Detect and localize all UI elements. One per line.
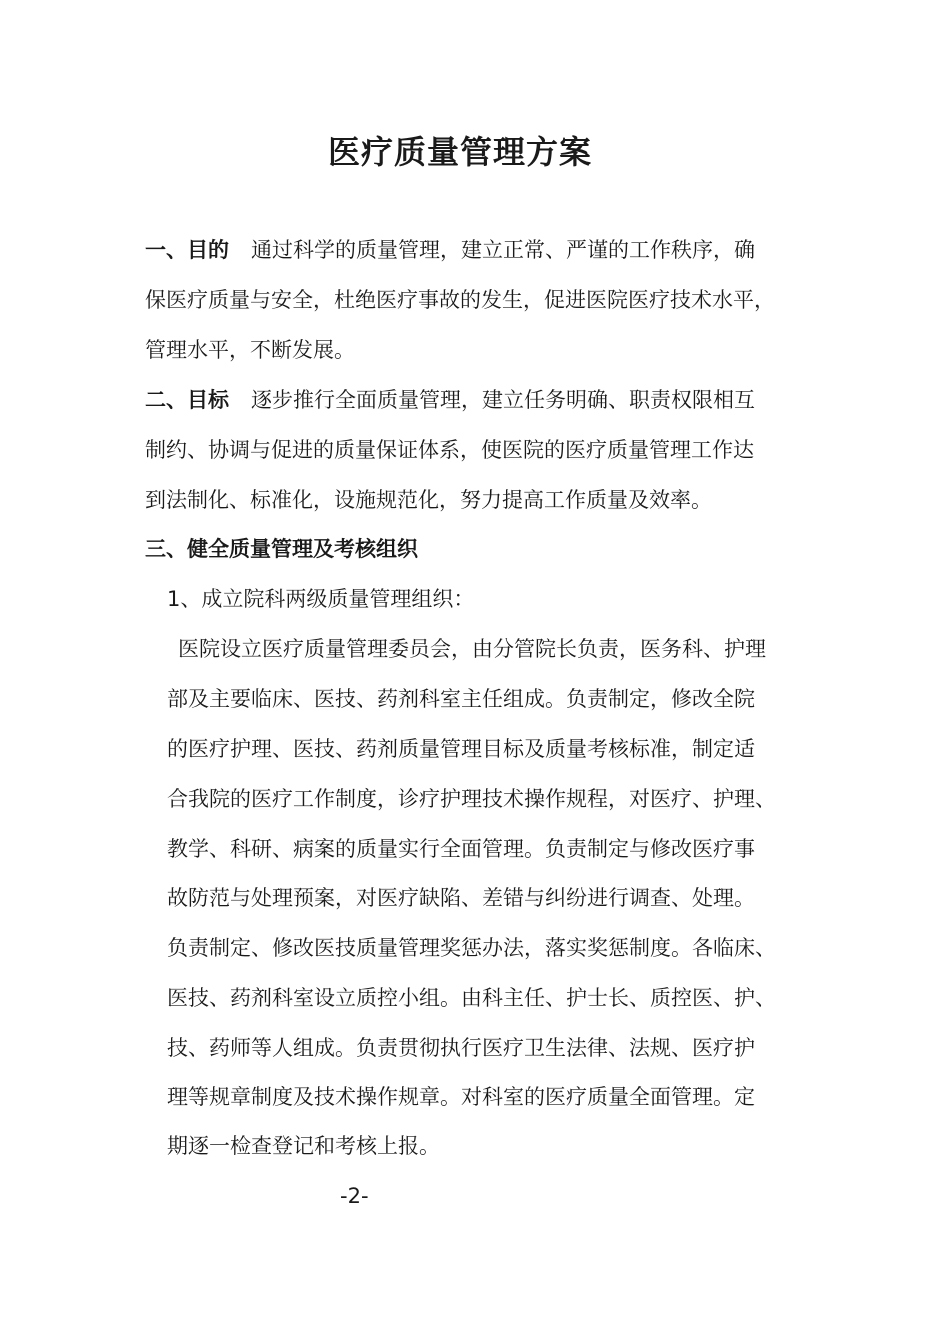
section-2-text: 逐步推行全面质量管理，建立任务明确、职责权限相互 bbox=[251, 388, 755, 412]
section-2-line-2: 制约、协调与促进的质量保证体系，使医院的医疗质量管理工作达 bbox=[145, 438, 754, 462]
section-2-line-1 bbox=[145, 375, 755, 425]
subsection-line-9: 技、药师等人组成。负责贯彻执行医疗卫生法律、法规、医疗护 bbox=[167, 1036, 755, 1060]
section-1-line-1 bbox=[145, 225, 755, 275]
subsection-line-3: 的医疗护理、医技、药剂质量管理目标及质量考核标准，制定适 bbox=[167, 737, 755, 761]
subsection-heading: 1、成立院科两级质量管理组织： bbox=[167, 587, 475, 611]
subsection-line-11: 期逐一检查登记和考核上报。 bbox=[167, 1134, 440, 1158]
section-1-heading: 一、目的 bbox=[145, 238, 229, 262]
subsection-line-5: 教学、科研、病案的质量实行全面管理。负责制定与修改医疗事 bbox=[167, 837, 755, 861]
subsection-line-6: 故防范与处理预案，对医疗缺陷、差错与纠纷进行调查、处理。 bbox=[167, 886, 755, 910]
subsection-line-1: 医院设立医疗质量管理委员会，由分管院长负责，医务科、护理 bbox=[178, 637, 766, 661]
document-title: 医疗质量管理方案 bbox=[327, 133, 592, 171]
subsection-line-10: 理等规章制度及技术操作规章。对科室的医疗质量全面管理。定 bbox=[167, 1085, 755, 1109]
subsection-line-8: 医技、药剂科室设立质控小组。由科主任、护士长、质控医、护、 bbox=[167, 986, 776, 1010]
section-1-line-3: 管理水平，不断发展。 bbox=[145, 338, 355, 362]
subsection-line-7: 负责制定、修改医技质量管理奖惩办法，落实奖惩制度。各临床、 bbox=[167, 936, 776, 960]
section-2-heading: 二、目标 bbox=[145, 388, 229, 412]
subsection-line-2: 部及主要临床、医技、药剂科室主任组成。负责制定，修改全院 bbox=[167, 687, 755, 711]
page-number: -2- bbox=[340, 1184, 369, 1208]
section-3-heading: 三、健全质量管理及考核组织 bbox=[145, 537, 418, 561]
section-2-line-3: 到法制化、标准化，设施规范化，努力提高工作质量及效率。 bbox=[145, 488, 712, 512]
section-1-line-2: 保医疗质量与安全，杜绝医疗事故的发生，促进医院医疗技术水平， bbox=[145, 288, 775, 312]
section-1-text: 通过科学的质量管理，建立正常、严谨的工作秩序，确 bbox=[251, 238, 755, 262]
subsection-line-4: 合我院的医疗工作制度，诊疗护理技术操作规程，对医疗、护理、 bbox=[167, 787, 776, 811]
